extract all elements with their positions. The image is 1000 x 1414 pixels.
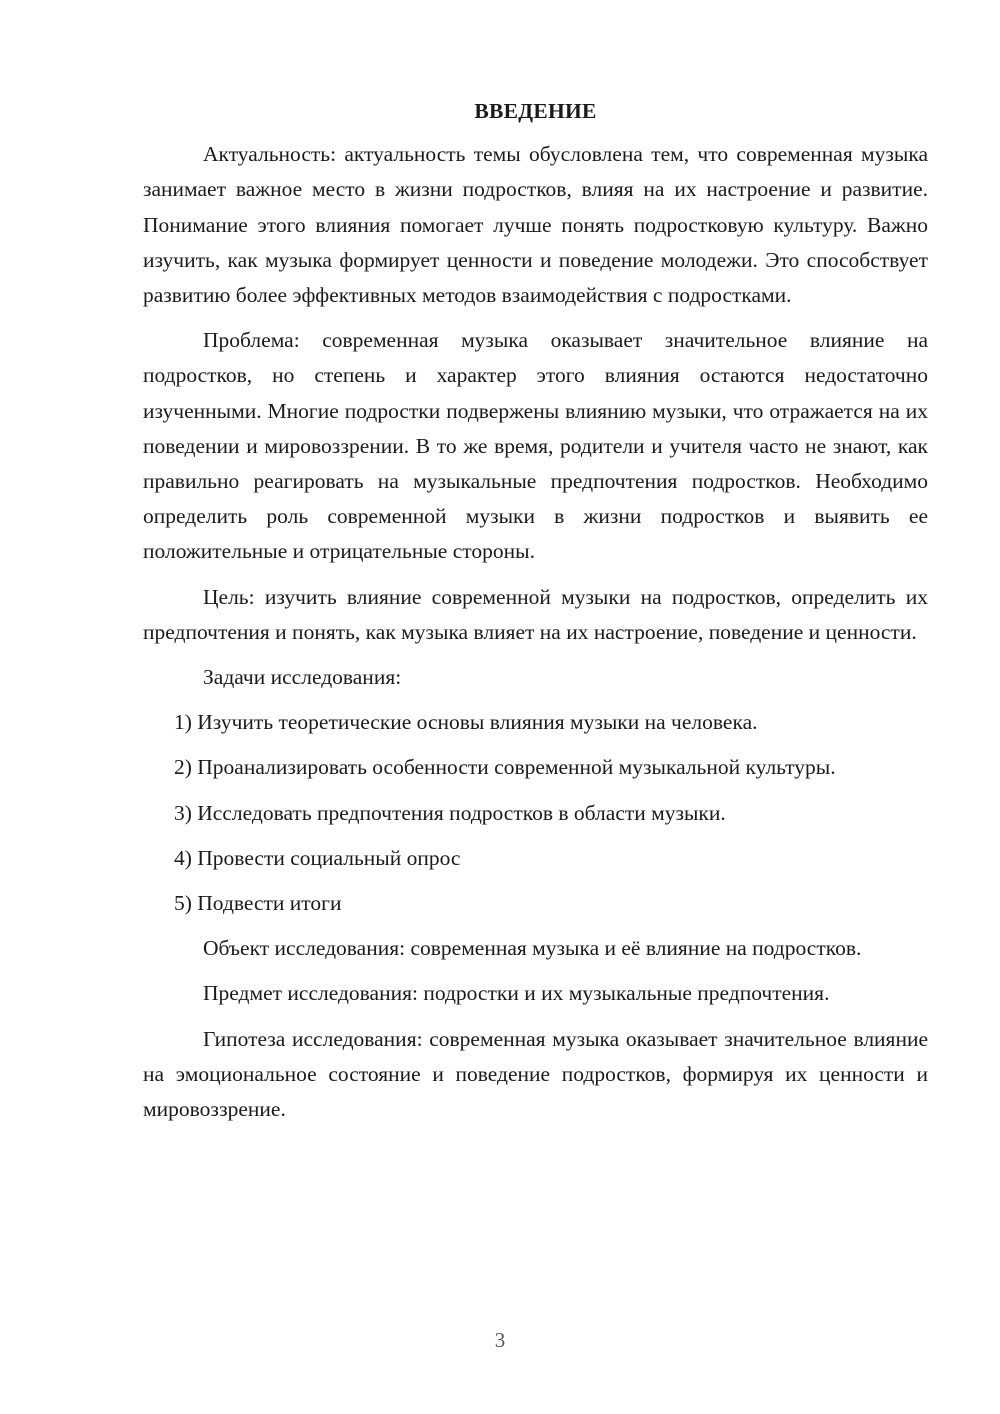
task-item-1: 1) Изучить теоретические основы влияния музыки на человека. [174,710,758,735]
task-item-4: 4) Провести социальный опрос [174,845,461,870]
paragraph-tasks-heading: Задачи исследования: [203,665,402,690]
paragraph-problem: Проблема: современная музыка оказывает значительное влияние на подростков, но степень и характер этого влияния остаются недостаточно изученными. Многие подростки подвержены влиянию музыки, что отражается на их поведении и мировоззрении. В то же время, родители и учителя часто не знают, как правильно реагировать на музыкальные предпочтения подростков. Необходимо определить роль современной музыки в жизни подростков и выявить ее положительные и отрицательные стороны. [143,328,928,564]
paragraph-goal: Цель: изучить влияние современной музыки на подростков, определить их предпочтения и понять, как музыка влияет на их настроение, поведение и ценности. [143,584,928,644]
task-item-2: 2) Проанализировать особенности современной музыкальной культуры. [174,755,836,780]
task-item-3: 3) Исследовать предпочтения подростков в области музыки. [174,800,726,825]
section-title: ВВЕДЕНИЕ [474,99,597,123]
task-item-5: 5) Подвести итоги [174,891,342,916]
paragraph-subject: Предмет исследования: подростки и их музыкальные предпочтения. [203,981,830,1006]
paragraph-object: Объект исследования: современная музыка и её влияние на подростков. [203,936,862,961]
document-page [143,94,928,1137]
page-number: 3 [494,1328,506,1352]
paragraph-relevance: Актуальность: актуальность темы обусловлена тем, что современная музыка занимает важное место в жизни подростков, влияя на их настроение и развитие. Понимание этого влияния помогает лучше понять подростковую культуру. Важно изучить, как музыка формирует ценности и поведение молодежи. Это способствует развитию более эффективных методов взаимодействия с подростками. [143,142,928,308]
paragraph-hypothesis: Гипотеза исследования: современная музыка оказывает значительное влияние на эмоциональное состояние и поведение подростков, формируя их ценности и мировоззрение. [143,1026,928,1122]
